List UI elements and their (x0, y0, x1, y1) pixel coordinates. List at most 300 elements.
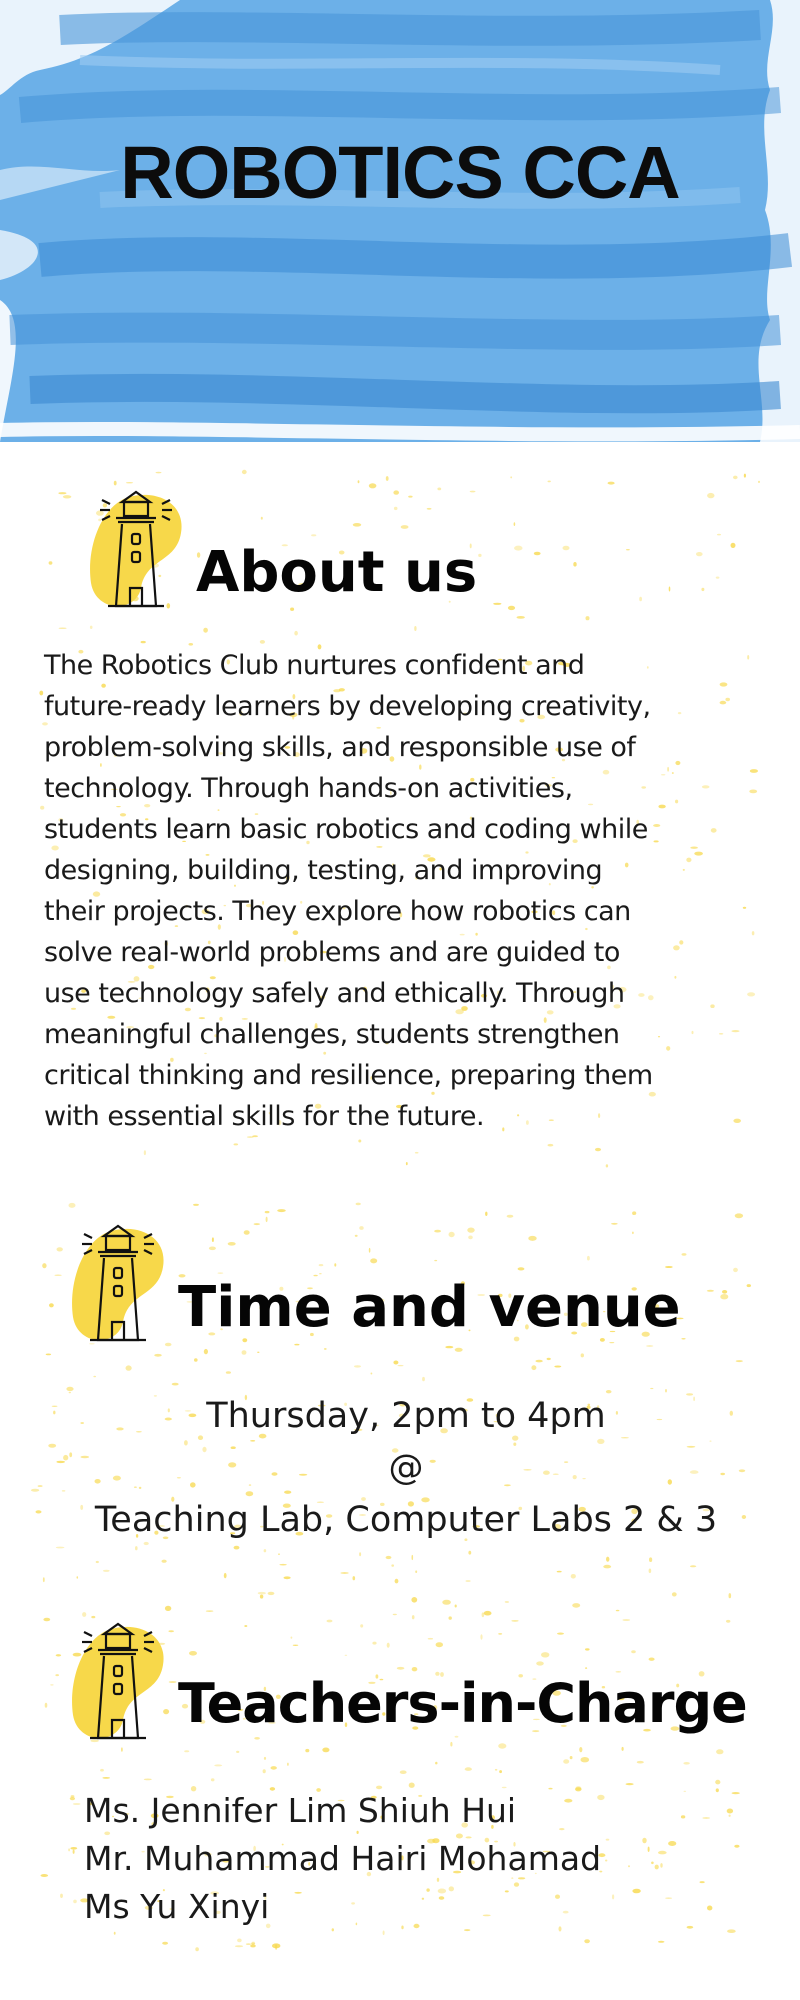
header-banner (0, 0, 800, 442)
paint-speck (450, 1742, 452, 1747)
paint-speck (42, 1263, 46, 1268)
paint-speck (536, 1661, 544, 1665)
paint-speck (608, 482, 615, 485)
paint-speck (484, 1611, 492, 1616)
paint-speck (707, 1290, 714, 1292)
paint-speck (731, 543, 736, 548)
paint-speck (144, 1150, 146, 1155)
paint-speck (266, 1217, 268, 1222)
paint-speck (687, 1926, 694, 1929)
paint-speck (531, 1365, 536, 1370)
paint-speck (371, 1373, 373, 1375)
paint-speck (102, 1777, 110, 1779)
paint-speck (369, 483, 377, 488)
paint-speck (355, 1235, 358, 1237)
paint-speck (391, 1564, 394, 1566)
paint-speck (606, 1164, 608, 1167)
paint-speck (554, 1366, 561, 1368)
paint-speck (702, 1817, 710, 1818)
paint-speck (455, 1736, 459, 1738)
paint-speck (557, 1571, 562, 1573)
paint-speck (204, 1349, 208, 1354)
paint-speck (168, 1630, 174, 1632)
paint-speck (548, 1144, 554, 1147)
paint-speck (478, 554, 481, 557)
paint-speck (437, 488, 441, 491)
about-line: their projects. They explore how robotics can (44, 896, 631, 927)
paint-speck (212, 1237, 214, 1242)
paint-speck (114, 1932, 116, 1935)
paint-speck (60, 1894, 63, 1898)
paint-speck (254, 1223, 260, 1225)
paint-speck (291, 1637, 293, 1639)
paint-speck (548, 481, 551, 483)
paint-speck (651, 1862, 654, 1865)
paint-speck (735, 1213, 743, 1218)
paint-speck (224, 1573, 227, 1578)
paint-speck (69, 1203, 76, 1208)
paint-speck (579, 1747, 582, 1752)
paint-speck (49, 561, 53, 564)
paint-speck (455, 1605, 457, 1608)
meeting-time: Thursday, 2pm to 4pm (206, 1396, 606, 1436)
paint-speck (485, 1212, 487, 1216)
paint-speck (393, 490, 399, 494)
paint-speck (400, 1770, 407, 1774)
paint-speck (386, 1556, 392, 1559)
paint-speck (57, 1247, 63, 1251)
paint-speck (587, 1256, 590, 1261)
paint-speck (293, 1645, 299, 1646)
paint-speck (126, 1365, 132, 1370)
paint-speck (470, 491, 476, 493)
paint-speck (581, 1757, 590, 1762)
paint-speck (327, 1620, 333, 1623)
paint-speck (412, 1555, 414, 1560)
paint-speck (715, 1780, 720, 1785)
paint-speck (445, 1346, 453, 1348)
paint-speck (616, 1610, 620, 1612)
paint-speck (370, 1258, 377, 1263)
paint-speck (56, 1654, 61, 1656)
paint-speck (195, 1947, 199, 1951)
paint-speck (408, 496, 412, 498)
paint-speck (585, 1667, 587, 1669)
paint-speck (169, 1681, 177, 1683)
paint-speck (658, 1851, 667, 1855)
paint-speck (73, 1900, 77, 1904)
paint-speck (236, 1751, 239, 1753)
paint-speck (415, 1152, 419, 1154)
paint-speck (650, 1388, 653, 1389)
paint-speck (372, 1642, 376, 1645)
paint-speck (100, 1769, 104, 1772)
paint-speck (468, 1551, 471, 1555)
paint-speck (517, 616, 525, 619)
paint-speck (206, 1611, 214, 1612)
paint-speck (43, 1618, 50, 1622)
paint-speck (41, 1874, 49, 1877)
paint-speck (626, 549, 630, 550)
paint-speck (353, 1576, 356, 1580)
paint-speck (234, 1546, 240, 1550)
paint-speck (648, 1847, 650, 1852)
paint-speck (43, 1577, 45, 1582)
paint-speck (135, 1546, 138, 1550)
paint-speck (716, 1788, 719, 1792)
paint-speck (672, 1592, 677, 1596)
paint-speck (736, 1360, 743, 1362)
paint-speck (722, 1290, 727, 1294)
paint-speck (511, 1620, 518, 1621)
paint-speck (261, 517, 263, 520)
paint-speck (499, 1770, 502, 1773)
paint-speck (126, 482, 133, 483)
paint-speck (218, 1273, 224, 1274)
paint-speck (144, 1779, 152, 1781)
paint-speck (77, 1576, 79, 1578)
paint-speck (260, 1595, 263, 1599)
paint-speck (265, 1211, 270, 1213)
teacher-name: Mr. Muhammad Hairi Mohamad (84, 1839, 602, 1878)
paint-speck (626, 1783, 634, 1785)
paint-speck (334, 1263, 336, 1266)
paint-speck (669, 587, 671, 592)
paint-speck (203, 628, 208, 633)
paint-speck (682, 1253, 687, 1256)
paint-speck (480, 1634, 482, 1639)
paint-speck (277, 1209, 285, 1212)
at-symbol: @ (388, 1448, 424, 1488)
paint-speck (279, 1564, 286, 1566)
paint-speck (71, 1795, 75, 1797)
paint-speck (466, 1580, 471, 1582)
paint-speck (268, 1592, 275, 1595)
teachers-list (84, 1787, 601, 1931)
paint-speck (422, 1377, 425, 1381)
paint-speck (68, 1848, 70, 1851)
paint-speck (324, 1348, 327, 1349)
paint-speck (642, 1838, 646, 1844)
paint-speck (716, 577, 720, 579)
paint-speck (121, 1747, 123, 1751)
paint-speck (189, 1651, 197, 1656)
paint-speck (305, 1749, 309, 1752)
paint-speck (209, 1247, 216, 1251)
paint-speck (665, 1266, 673, 1268)
paint-speck (394, 507, 398, 510)
about-line: problem-solving skills, and responsible use of (44, 732, 636, 763)
paint-speck (340, 1572, 348, 1573)
paint-speck (534, 552, 541, 555)
paint-speck (603, 1565, 611, 1569)
paint-speck (611, 1223, 618, 1225)
paint-speck (244, 1625, 247, 1627)
about-line: The Robotics Club nurtures confident and (44, 650, 585, 681)
paint-speck (528, 1236, 536, 1241)
paint-speck (294, 631, 298, 636)
paint-speck (412, 1667, 418, 1671)
paint-speck (165, 1606, 171, 1611)
about-line: meaningful challenges, students strengthen (44, 1019, 620, 1050)
paint-speck (665, 1897, 672, 1899)
paint-speck (668, 1841, 676, 1846)
paint-speck (287, 1763, 289, 1766)
paint-speck (541, 1652, 549, 1657)
paint-speck (639, 597, 642, 602)
paint-speck (406, 1162, 408, 1165)
paint-speck (468, 1236, 473, 1240)
paint-speck (58, 492, 66, 494)
paint-speck (467, 1228, 474, 1233)
paint-speck (683, 1762, 689, 1765)
paint-speck (595, 1148, 601, 1151)
paint-speck (632, 1211, 636, 1215)
paint-speck (514, 522, 516, 526)
paint-speck (434, 1260, 437, 1261)
about-description (44, 645, 764, 1137)
paint-speck (96, 1561, 99, 1563)
paint-speck (411, 1597, 417, 1603)
teacher-name: Ms Yu Xinyi (84, 1887, 270, 1926)
paint-speck (278, 1554, 280, 1555)
paint-speck (393, 1614, 397, 1615)
paint-speck (184, 1750, 189, 1752)
paint-speck (284, 1576, 291, 1579)
teacher-name: Ms. Jennifer Lim Shiuh Hui (84, 1791, 517, 1830)
paint-speck (507, 1215, 514, 1218)
paint-speck (386, 476, 389, 481)
paint-speck (82, 1612, 86, 1617)
paint-speck (322, 1748, 329, 1753)
paint-speck (622, 1747, 624, 1751)
paint-speck (493, 603, 501, 605)
paint-speck (733, 1268, 738, 1272)
paint-speck (242, 1350, 247, 1355)
paint-speck (622, 1619, 630, 1621)
paint-speck (434, 1230, 441, 1233)
paint-speck (646, 1345, 653, 1346)
paint-speck (235, 1945, 243, 1947)
paint-speck (49, 1303, 54, 1307)
paint-speck (353, 523, 361, 527)
paint-speck (114, 481, 117, 486)
paint-speck (360, 1624, 363, 1627)
paint-speck (563, 546, 570, 551)
paint-speck (658, 1941, 665, 1943)
paint-speck (690, 1565, 696, 1567)
paint-speck (518, 1267, 525, 1270)
about-line: technology. Through hands-on activities, (44, 773, 573, 804)
paint-speck (734, 1845, 739, 1848)
about-line: students learn basic robotics and coding while (44, 814, 648, 845)
paint-speck (701, 588, 704, 591)
paint-speck (449, 1232, 455, 1237)
paint-speck (172, 1383, 179, 1386)
paint-speck (73, 1803, 81, 1805)
paint-speck (401, 525, 409, 529)
paint-speck (275, 1944, 277, 1950)
paint-speck (393, 1361, 398, 1365)
paint-speck (572, 1603, 580, 1608)
paint-speck (465, 1767, 472, 1771)
about-line: with essential skills for the future. (44, 1101, 485, 1132)
paint-speck (758, 481, 760, 483)
time-venue-details (0, 1390, 800, 1546)
paint-speck (717, 534, 721, 536)
paint-speck (609, 1342, 614, 1343)
paint-speck (263, 1769, 266, 1773)
paint-speck (383, 1931, 385, 1936)
paint-speck (319, 1264, 324, 1266)
about-line: solve real-world problems and are guided to (44, 937, 620, 968)
paint-speck (649, 1658, 655, 1661)
paint-speck (162, 1560, 167, 1563)
paint-speck (103, 1570, 110, 1572)
about-line: designing, building, testing, and improving (44, 855, 603, 886)
paint-speck (605, 1860, 607, 1862)
paint-speck (154, 1354, 162, 1357)
watercolor-brush-background (0, 0, 800, 442)
paint-speck (571, 1574, 576, 1579)
paint-speck (729, 1593, 732, 1598)
paint-speck (681, 1815, 685, 1818)
paint-speck (727, 1929, 736, 1933)
paint-speck (91, 1616, 95, 1618)
paint-speck (563, 1759, 569, 1764)
paint-speck (547, 1358, 551, 1360)
paint-speck (93, 1376, 96, 1378)
paint-speck (141, 641, 146, 643)
paint-speck (707, 1906, 712, 1911)
paint-speck (242, 470, 247, 474)
paint-speck (455, 1348, 463, 1352)
paint-speck (498, 1633, 502, 1634)
lighthouse-icon (86, 488, 186, 613)
paint-speck (39, 691, 43, 696)
paint-speck (156, 472, 162, 474)
paint-speck (628, 1865, 630, 1867)
paint-speck (226, 1371, 231, 1374)
paint-speck (510, 476, 512, 478)
paint-speck (632, 1889, 640, 1894)
paint-speck (631, 1650, 636, 1653)
paint-speck (193, 1204, 199, 1206)
paint-speck (681, 1338, 685, 1339)
paint-speck (294, 1344, 299, 1346)
paint-speck (498, 1743, 506, 1748)
paint-speck (584, 1939, 590, 1943)
paint-speck (435, 1762, 437, 1765)
paint-speck (570, 1756, 573, 1759)
paint-speck (495, 1769, 498, 1771)
paint-speck (720, 1294, 728, 1299)
paint-speck (716, 1749, 723, 1754)
paint-speck (655, 1865, 659, 1870)
paint-speck (359, 1552, 361, 1556)
paint-speck (290, 608, 294, 611)
paint-speck (358, 1140, 361, 1143)
paint-speck (729, 1815, 731, 1817)
paint-speck (50, 1684, 53, 1685)
paint-speck (271, 1766, 277, 1770)
paint-speck (606, 1839, 610, 1841)
paint-speck (412, 1615, 415, 1619)
paint-speck (612, 1894, 614, 1899)
paint-speck (414, 626, 416, 631)
time-venue-heading: Time and venue (178, 1275, 681, 1340)
paint-speck (732, 1792, 740, 1794)
paint-speck (637, 1761, 644, 1764)
paint-speck (252, 1942, 255, 1944)
paint-speck (733, 476, 738, 480)
paint-speck (254, 1737, 260, 1740)
paint-speck (397, 1667, 405, 1670)
paint-speck (649, 1557, 652, 1562)
paint-speck (45, 1703, 48, 1708)
lighthouse-icon (68, 1222, 168, 1347)
about-heading: About us (196, 540, 478, 605)
about-line: critical thinking and resilience, preparing them (44, 1060, 653, 1091)
paint-speck (700, 1881, 705, 1883)
paint-speck (311, 534, 316, 536)
paint-speck (244, 1230, 250, 1235)
paint-speck (55, 1674, 59, 1676)
paint-speck (660, 1863, 662, 1868)
paint-speck (237, 1939, 242, 1943)
paint-speck (505, 1601, 509, 1602)
paint-speck (345, 1655, 348, 1656)
paint-speck (649, 1569, 652, 1574)
paint-speck (250, 1944, 256, 1947)
paint-speck (415, 1570, 417, 1573)
paint-speck (397, 1365, 403, 1366)
paint-speck (359, 1226, 363, 1230)
paint-speck (354, 1365, 361, 1367)
page-title: ROBOTICS CCA (120, 131, 680, 214)
paint-speck (228, 1242, 236, 1246)
paint-speck (387, 1643, 390, 1648)
paint-speck (581, 1353, 584, 1357)
paint-speck (73, 1850, 75, 1854)
paint-speck (586, 616, 590, 620)
paint-speck (684, 1791, 687, 1792)
paint-speck (442, 1600, 451, 1605)
teachers-heading: Teachers-in-Charge (178, 1672, 747, 1735)
paint-speck (59, 628, 67, 629)
paint-speck (257, 1352, 259, 1353)
meeting-venue: Teaching Lab, Computer Labs 2 & 3 (94, 1500, 718, 1540)
paint-speck (573, 562, 576, 567)
paint-speck (70, 1847, 77, 1850)
about-line: use technology safely and ethically. Through (44, 978, 625, 1009)
paint-speck (585, 1648, 590, 1650)
paint-speck (707, 493, 714, 498)
paint-speck (449, 1616, 452, 1619)
paint-speck (260, 640, 265, 644)
paint-speck (214, 1764, 222, 1766)
paint-speck (356, 1203, 361, 1206)
paint-speck (54, 1275, 61, 1276)
paint-speck (258, 1592, 266, 1595)
lighthouse-icon (68, 1620, 168, 1745)
about-line: future-ready learners by developing creativity, (44, 691, 651, 722)
paint-speck (696, 552, 703, 556)
paint-speck (727, 1809, 733, 1814)
paint-speck (744, 474, 746, 478)
paint-speck (194, 1358, 198, 1362)
paint-speck (536, 1360, 543, 1363)
